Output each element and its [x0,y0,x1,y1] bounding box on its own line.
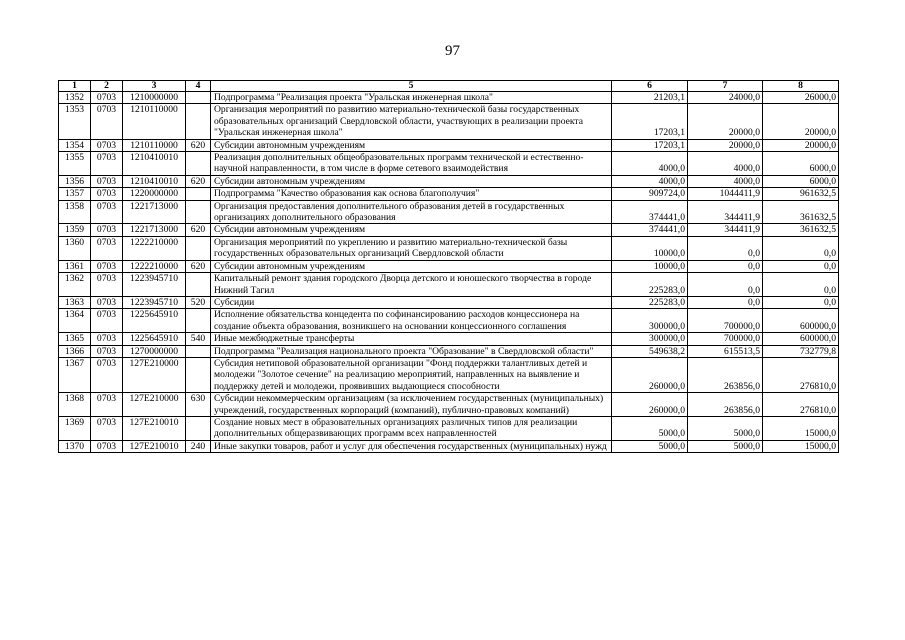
target-article-code: 127E210010 [123,416,186,440]
target-article-code: 1210410010 [123,175,186,187]
amount-col8: 0,0 [763,273,839,297]
target-article-code: 127E210000 [123,393,186,417]
amount-col8: 600000,0 [763,333,839,345]
expense-type-code [186,345,211,357]
target-article-code: 127E210000 [123,357,186,392]
target-article-code: 1220000000 [123,188,186,200]
item-name: Организация предоставления дополнительного образования детей в государственных организациях дополнительного образования [211,200,612,224]
amount-col6: 260000,0 [612,357,688,392]
table-row [59,175,839,187]
item-name: Капитальный ремонт здания городского Дворца детского и юношеского творчества в городе Нижний Тагил [211,273,612,297]
row-number: 1366 [59,345,91,357]
amount-col6: 374441,0 [612,224,688,236]
section-code: 0703 [91,393,123,417]
amount-col8: 732779,8 [763,345,839,357]
amount-col8: 15000,0 [763,440,839,452]
amount-col6: 225283,0 [612,273,688,297]
table-row [59,416,839,440]
column-header: 6 [612,81,688,92]
table-row [59,188,839,200]
expense-type-code [186,200,211,224]
table-row [59,393,839,417]
item-name: Создание новых мест в образовательных организациях различных типов для реализации дополнительных общеразвивающих программ всех направленностей [211,416,612,440]
amount-col6: 300000,0 [612,309,688,333]
amount-col6: 17203,1 [612,104,688,139]
expense-type-code [186,357,211,392]
amount-col7: 5000,0 [688,416,763,440]
table-row [59,357,839,392]
target-article-code: 1225645910 [123,309,186,333]
section-code: 0703 [91,104,123,139]
column-header: 5 [211,81,612,92]
row-number: 1368 [59,393,91,417]
amount-col7: 0,0 [688,296,763,308]
amount-col6: 225283,0 [612,296,688,308]
row-number: 1352 [59,92,91,104]
target-article-code: 1210110000 [123,104,186,139]
row-number: 1354 [59,139,91,151]
row-number: 1353 [59,104,91,139]
item-name: Субсидии некоммерческим организациям (за исключением государственных (муниципальных) учреждений, государственных корпораций (компаний), публично-правовых компаний) [211,393,612,417]
section-code: 0703 [91,188,123,200]
row-number: 1363 [59,296,91,308]
row-number: 1359 [59,224,91,236]
expense-type-code [186,188,211,200]
expense-type-code [186,416,211,440]
row-number: 1362 [59,273,91,297]
amount-col8: 20000,0 [763,139,839,151]
table-row [59,260,839,272]
section-code: 0703 [91,273,123,297]
item-name: Подпрограмма "Реализация национального проекта "Образование" в Свердловской области" [211,345,612,357]
expense-type-code: 620 [186,224,211,236]
target-article-code: 1221713000 [123,200,186,224]
amount-col8: 26000,0 [763,92,839,104]
amount-col6: 10000,0 [612,260,688,272]
item-name: Подпрограмма "Реализация проекта "Уральская инженерная школа" [211,92,612,104]
amount-col6: 10000,0 [612,236,688,260]
amount-col8: 276810,0 [763,357,839,392]
amount-col7: 4000,0 [688,152,763,176]
amount-col7: 615513,5 [688,345,763,357]
amount-col6: 374441,0 [612,200,688,224]
item-name: Иные межбюджетные трансферты [211,333,612,345]
expense-type-code [186,152,211,176]
section-code: 0703 [91,152,123,176]
table-row [59,345,839,357]
row-number: 1361 [59,260,91,272]
section-code: 0703 [91,333,123,345]
amount-col7: 344411,9 [688,200,763,224]
section-code: 0703 [91,440,123,452]
item-name: Исполнение обязательства концедента по софинансированию расходов концессионера на создание объекта образования, возникшего на основании концессионного соглашения [211,309,612,333]
amount-col6: 5000,0 [612,416,688,440]
target-article-code: 1225645910 [123,333,186,345]
amount-col8: 0,0 [763,236,839,260]
item-name: Иные закупки товаров, работ и услуг для обеспечения государственных (муниципальных) нужд [211,440,612,452]
table-row [59,333,839,345]
target-article-code: 127E210010 [123,440,186,452]
section-code: 0703 [91,92,123,104]
amount-col7: 0,0 [688,236,763,260]
amount-col6: 17203,1 [612,139,688,151]
target-article-code: 1223945710 [123,273,186,297]
section-code: 0703 [91,175,123,187]
amount-col7: 5000,0 [688,440,763,452]
row-number: 1356 [59,175,91,187]
amount-col7: 263856,0 [688,357,763,392]
expense-type-code [186,92,211,104]
table-row [59,440,839,452]
section-code: 0703 [91,139,123,151]
expense-type-code [186,273,211,297]
table-row [59,200,839,224]
section-code: 0703 [91,345,123,357]
row-number: 1357 [59,188,91,200]
target-article-code: 1222210000 [123,236,186,260]
row-number: 1365 [59,333,91,345]
table-row [59,224,839,236]
amount-col8: 361632,5 [763,224,839,236]
amount-col7: 20000,0 [688,139,763,151]
section-code: 0703 [91,309,123,333]
table-body [59,92,839,453]
amount-col7: 344411,9 [688,224,763,236]
target-article-code: 1222210000 [123,260,186,272]
row-number: 1370 [59,440,91,452]
target-article-code: 1223945710 [123,296,186,308]
amount-col6: 5000,0 [612,440,688,452]
budget-table [58,80,839,453]
expense-type-code: 620 [186,175,211,187]
amount-col7: 0,0 [688,260,763,272]
amount-col8: 961632,5 [763,188,839,200]
amount-col7: 263856,0 [688,393,763,417]
row-number: 1369 [59,416,91,440]
amount-col8: 276810,0 [763,393,839,417]
item-name: Организация мероприятий по развитию материально-технической базы государственных образовательных организаций Свердловской области, участвующих в реализации проекта "Уральская инженерная школа" [211,104,612,139]
header-row [59,81,839,92]
expense-type-code: 620 [186,260,211,272]
amount-col8: 6000,0 [763,175,839,187]
item-name: Субсидии автономным учреждениям [211,139,612,151]
row-number: 1355 [59,152,91,176]
page-number: 97 [445,43,460,59]
amount-col7: 24000,0 [688,92,763,104]
amount-col7: 700000,0 [688,309,763,333]
column-header: 8 [763,81,839,92]
expense-type-code [186,104,211,139]
row-number: 1364 [59,309,91,333]
amount-col6: 260000,0 [612,393,688,417]
table-row [59,92,839,104]
table-row [59,296,839,308]
amount-col8: 20000,0 [763,104,839,139]
section-code: 0703 [91,260,123,272]
table-row [59,104,839,139]
expense-type-code [186,236,211,260]
amount-col7: 4000,0 [688,175,763,187]
column-header: 1 [59,81,91,92]
expense-type-code: 620 [186,139,211,151]
table-row [59,236,839,260]
amount-col6: 909724,0 [612,188,688,200]
target-article-code: 1210000000 [123,92,186,104]
item-name: Субсидии автономным учреждениям [211,175,612,187]
section-code: 0703 [91,416,123,440]
item-name: Субсидии автономным учреждениям [211,260,612,272]
amount-col6: 300000,0 [612,333,688,345]
section-code: 0703 [91,200,123,224]
item-name: Подпрограмма "Качество образования как основа благополучия" [211,188,612,200]
item-name: Субсидия нетиповой образовательной организации "Фонд поддержки талантливых детей и молодежи "Золотое сечение" на реализацию мероприятий, направленных на выявление и поддержку детей и молодежи, проявивших выдающиеся способности [211,357,612,392]
amount-col6: 21203,1 [612,92,688,104]
row-number: 1360 [59,236,91,260]
row-number: 1367 [59,357,91,392]
table-row [59,309,839,333]
target-article-code: 1221713000 [123,224,186,236]
amount-col8: 6000,0 [763,152,839,176]
amount-col6: 4000,0 [612,175,688,187]
amount-col7: 1044411,9 [688,188,763,200]
amount-col7: 20000,0 [688,104,763,139]
target-article-code: 1270000000 [123,345,186,357]
expense-type-code: 520 [186,296,211,308]
amount-col8: 600000,0 [763,309,839,333]
amount-col8: 0,0 [763,296,839,308]
target-article-code: 1210110000 [123,139,186,151]
table-row [59,152,839,176]
column-header: 4 [186,81,211,92]
row-number: 1358 [59,200,91,224]
amount-col8: 0,0 [763,260,839,272]
column-header: 7 [688,81,763,92]
item-name: Организация мероприятий по укреплению и развитию материально-технической базы государственных образовательных организаций Свердловской области [211,236,612,260]
section-code: 0703 [91,296,123,308]
section-code: 0703 [91,357,123,392]
amount-col7: 0,0 [688,273,763,297]
table-row [59,273,839,297]
expense-type-code: 540 [186,333,211,345]
expense-type-code: 240 [186,440,211,452]
expense-type-code: 630 [186,393,211,417]
item-name: Субсидии [211,296,612,308]
amount-col8: 361632,5 [763,200,839,224]
column-header: 2 [91,81,123,92]
target-article-code: 1210410010 [123,152,186,176]
item-name: Реализация дополнительных общеобразовательных программ технической и естественно-научной направленности, в том числе в форме сетевого взаимодействия [211,152,612,176]
column-header: 3 [123,81,186,92]
amount-col8: 15000,0 [763,416,839,440]
expense-type-code [186,309,211,333]
amount-col6: 4000,0 [612,152,688,176]
item-name: Субсидии автономным учреждениям [211,224,612,236]
section-code: 0703 [91,236,123,260]
amount-col6: 549638,2 [612,345,688,357]
table-row [59,139,839,151]
amount-col7: 700000,0 [688,333,763,345]
section-code: 0703 [91,224,123,236]
